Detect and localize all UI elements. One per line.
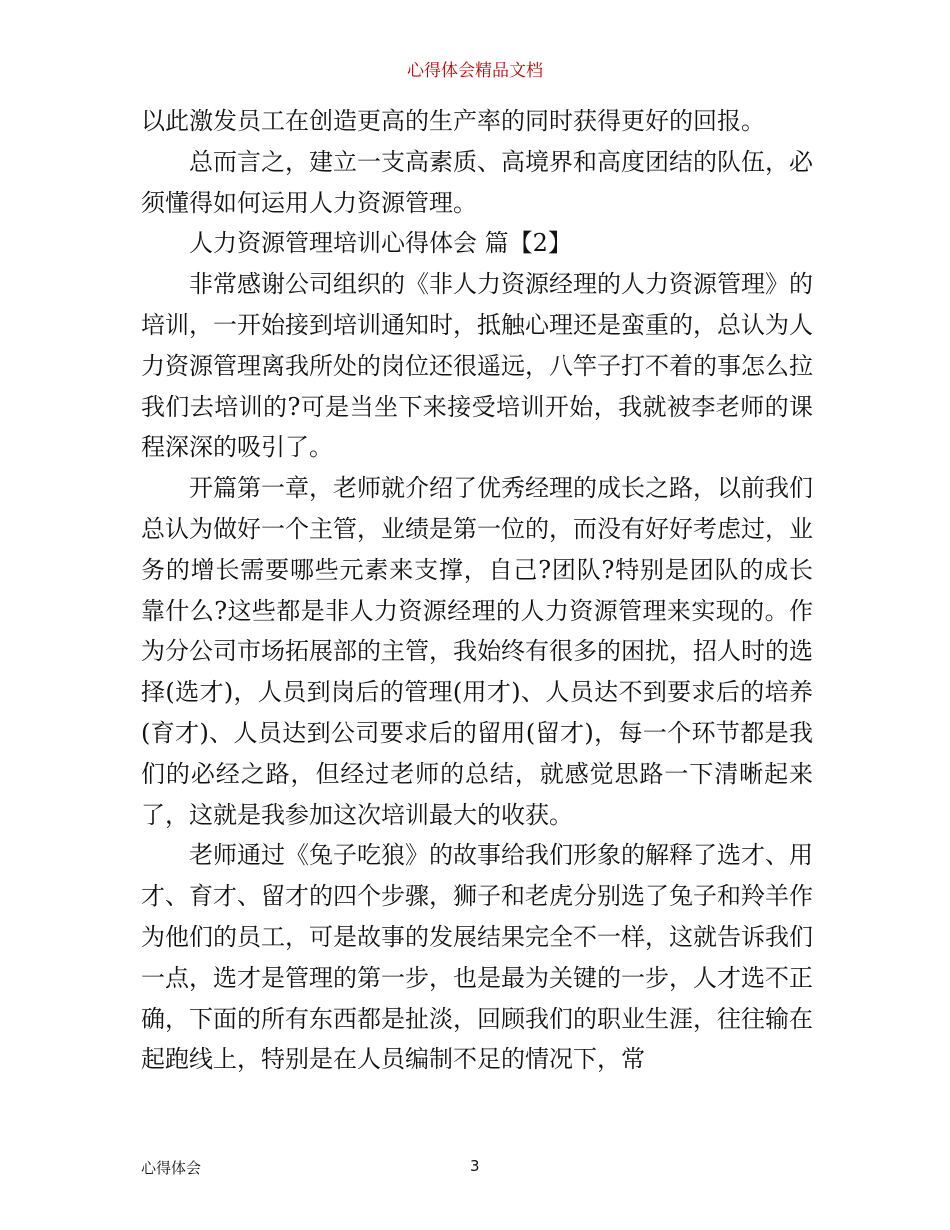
- footer-label: 心得体会: [141, 1159, 202, 1177]
- paragraph: 开篇第一章，老师就介绍了优秀经理的成长之路，以前我们总认为做好一个主管，业绩是第一位的，而没有好好考虑过，业务的增长需要哪些元素来支撑，自己?团队?特别是团队的成长靠什么?这些都是非人力资源经理的人力资源管理来实现的。作为分公司市场拓展部的主管，我始终有很多的困扰，招人时的选择(选才)，人员到岗后的管理(用才)、人员达不到要求后的培养(育才)、人员达到公司要求后的留用(留才)，每一个环节都是我们的必经之路，但经过老师的总结，就感觉思路一下清晰起来了，这就是我参加这次培训最大的收获。: [141, 474, 813, 829]
- page-header-title: 心得体会精品文档: [407, 61, 543, 81]
- paragraph: 老师通过《兔子吃狼》的故事给我们形象的解释了选才、用才、育才、留才的四个步骤，狮子和老虎分别选了兔子和羚羊作为他们的员工，可是故事的发展结果完全不一样，这就告诉我们一点，选才是管理的第一步，也是最为关键的一步，人才选不正确，下面的所有东西都是扯淡，回顾我们的职业生涯，往往输在起跑线上，特别是在人员编制不足的情况下，常: [141, 841, 813, 1074]
- paragraph: 以此激发员工在创造更高的生产率的同时获得更好的回报。: [141, 107, 765, 135]
- page-number: 3: [470, 1157, 480, 1175]
- paragraph: 总而言之，建立一支高素质、高境界和高度团结的队伍，必须懂得如何运用人力资源管理。: [141, 147, 813, 217]
- document-body: [141, 101, 813, 1080]
- section-heading: 人力资源管理培训心得体会 篇【2】: [189, 229, 572, 258]
- paragraph: 非常感谢公司组织的《非人力资源经理的人力资源管理》的培训，一开始接到培训通知时，抵触心理还是蛮重的，总认为人力资源管理离我所处的岗位还很遥远，八竿子打不着的事怎么拉我们去培训的?可是当坐下来接受培训开始，我就被李老师的课程深深的吸引了。: [141, 270, 813, 462]
